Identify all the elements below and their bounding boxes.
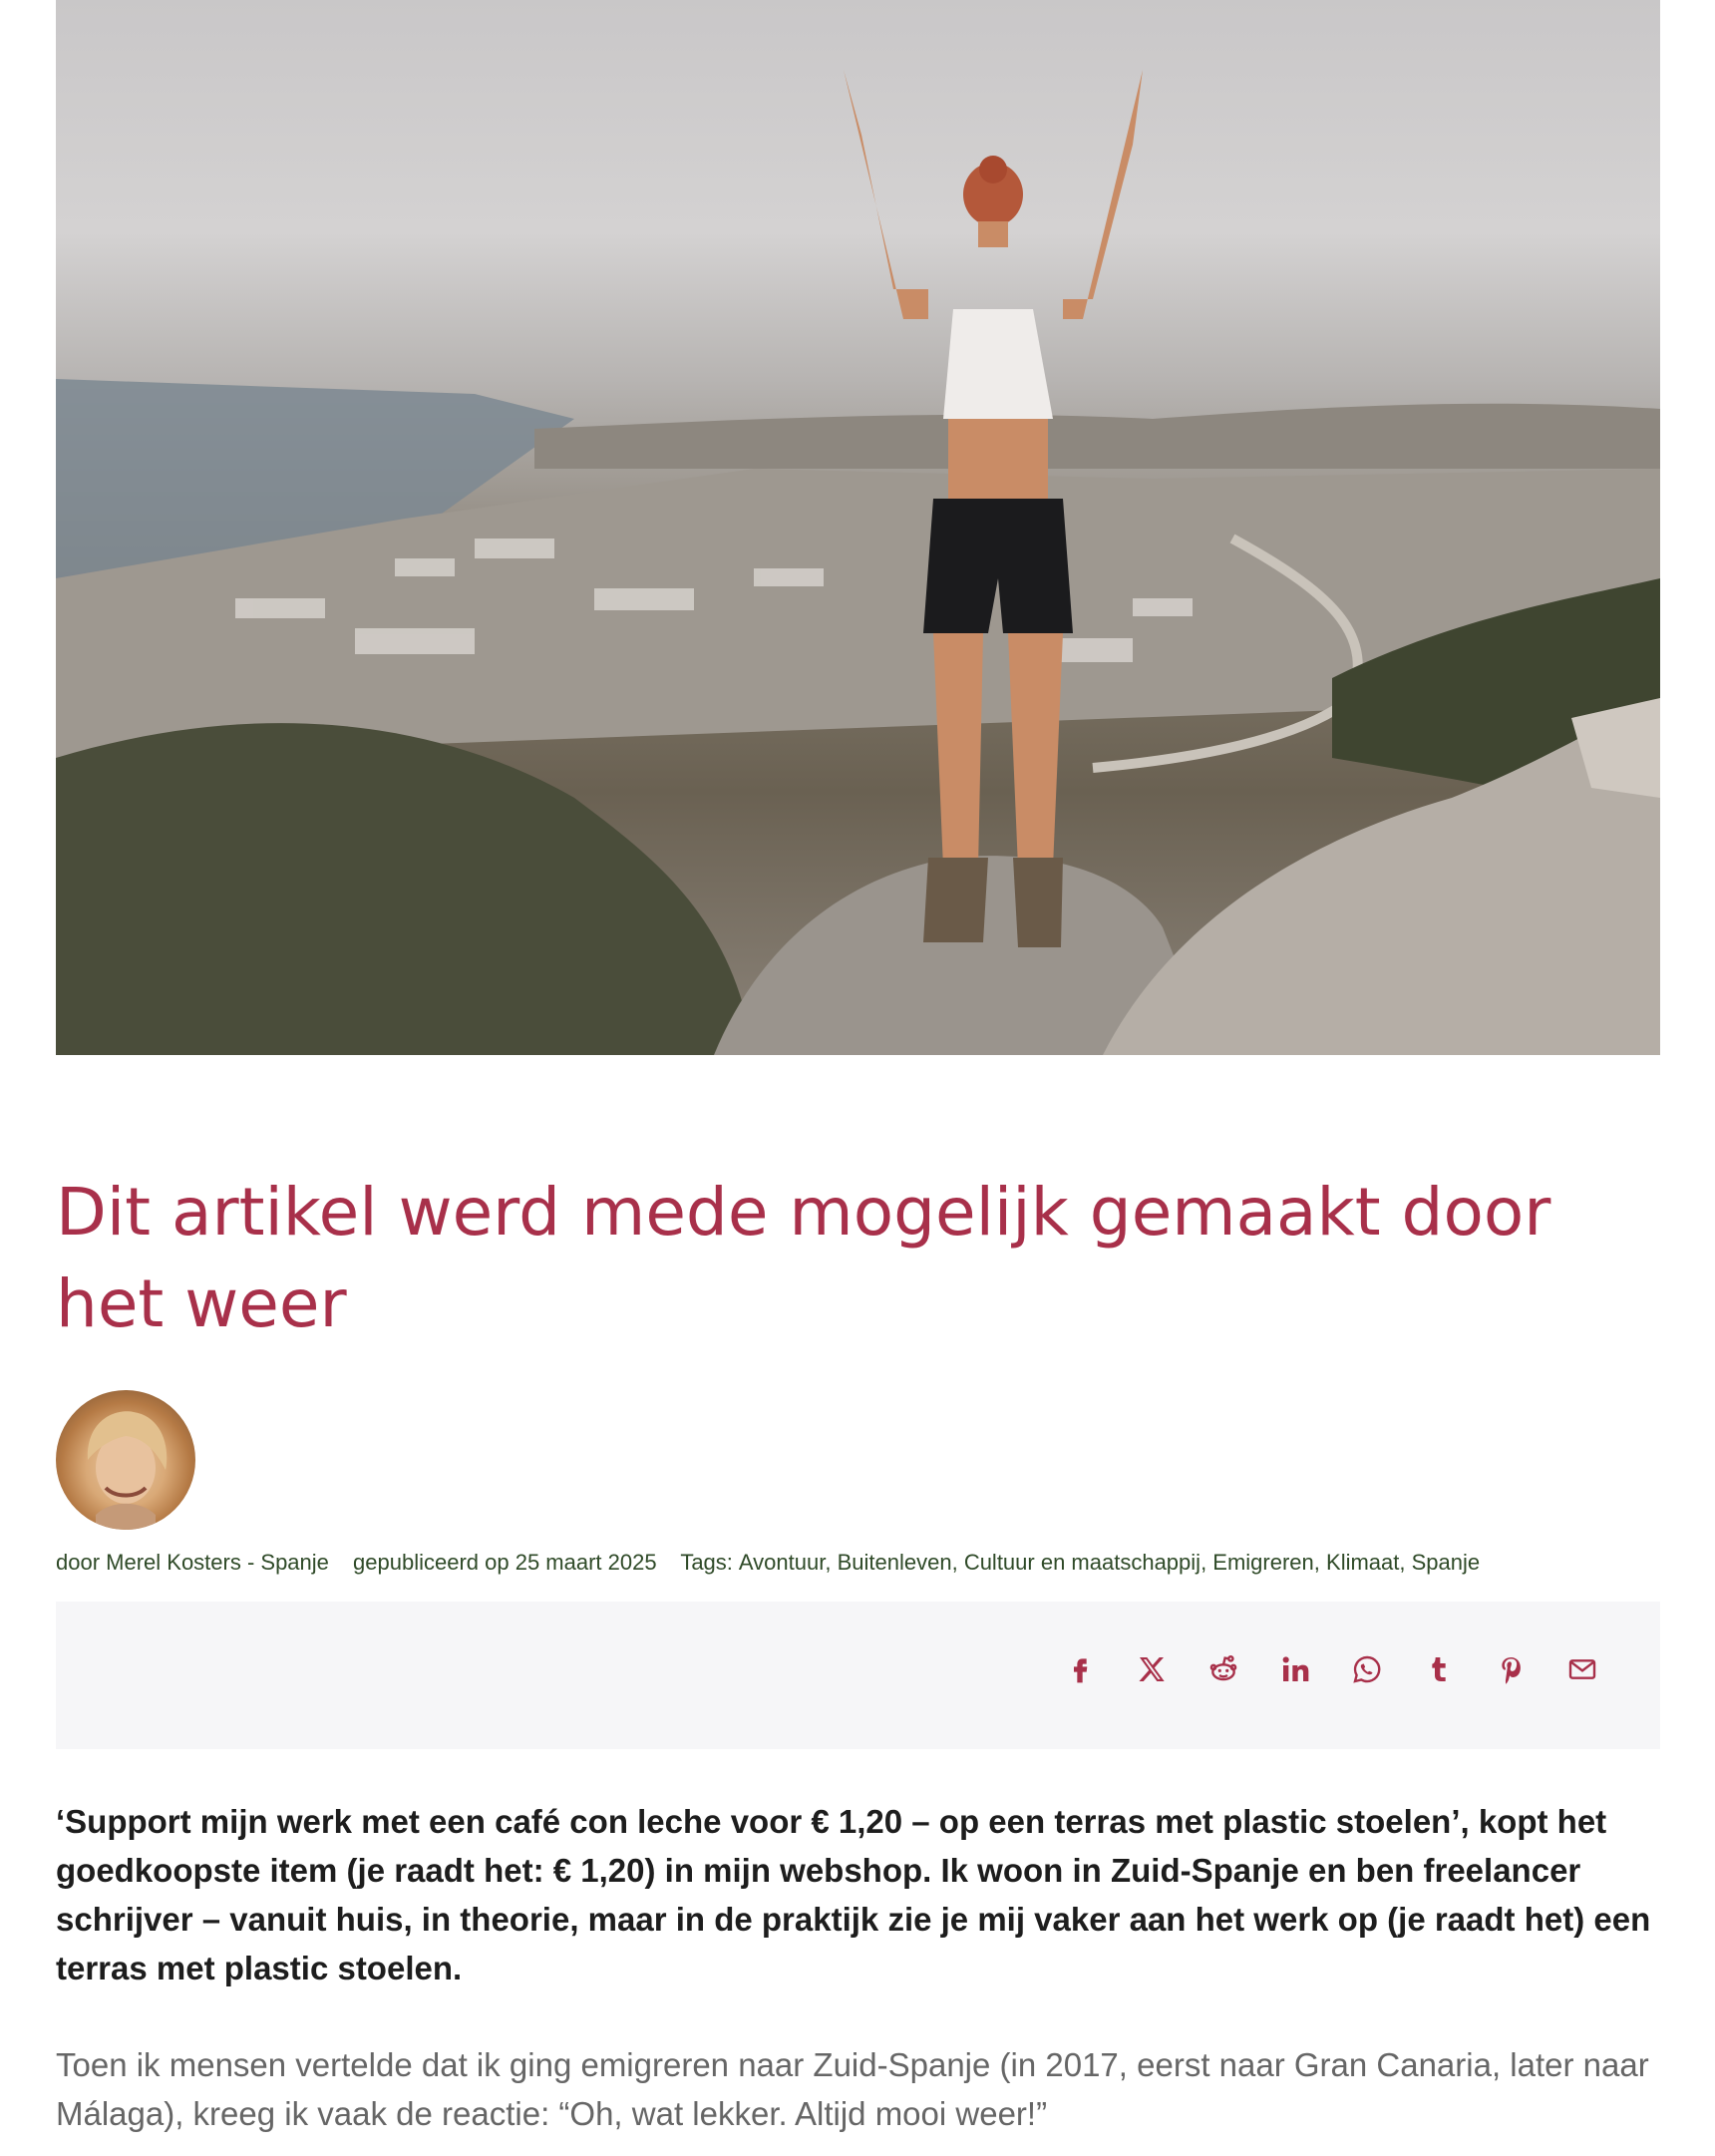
pinterest-icon[interactable] xyxy=(1493,1651,1529,1687)
tag-link[interactable]: Klimaat xyxy=(1326,1550,1400,1575)
hero-photo-illustration xyxy=(56,0,1660,1055)
tag-link[interactable]: Emigreren xyxy=(1212,1550,1314,1575)
hero-image xyxy=(56,0,1660,1055)
article-title: Dit artikel werd mede mogelijk gemaakt door het weer xyxy=(56,1174,1551,1342)
x-icon[interactable] xyxy=(1134,1651,1170,1687)
tags-list: Tags: Avontuur, Buitenleven, Cultuur en maatschappij, Emigreren, Klimaat, Spanje xyxy=(680,1550,1481,1575)
article-lead-paragraph: ‘Support mijn werk met een café con leche voor € 1,20 – op een terras met plastic stoelen’, kopt het goedkoopste item (je raadt het: € 1,20) in mijn webshop. Ik woon in Zuid-Spanje en ben freelancer schrijver – vanuit huis, in theorie, maar in de praktijk zie je mij vaker aan het werk op (je raadt het) een terras met plastic stoelen. xyxy=(56,1803,1651,1986)
linkedin-icon[interactable] xyxy=(1277,1651,1313,1687)
article-meta xyxy=(56,1550,1498,1576)
tumblr-icon[interactable] xyxy=(1421,1651,1457,1687)
share-icons xyxy=(1062,1651,1600,1687)
tags-label: Tags: xyxy=(680,1550,733,1575)
email-icon[interactable] xyxy=(1564,1651,1600,1687)
reddit-icon[interactable] xyxy=(1205,1651,1241,1687)
published-date: gepubliceerd op 25 maart 2025 xyxy=(353,1550,657,1575)
author-link[interactable]: door Merel Kosters - Spanje xyxy=(56,1550,329,1575)
author-avatar-illustration xyxy=(56,1390,195,1530)
article-paragraph: Toen ik mensen vertelde dat ik ging emigreren naar Zuid-Spanje (in 2017, eerst naar Gran Canaria, later naar Málaga), kreeg ik vaak de reactie: “Oh, wat lekker. Altijd mooi weer!” xyxy=(56,2046,1649,2132)
author-avatar[interactable] xyxy=(56,1390,195,1530)
tag-link[interactable]: Spanje xyxy=(1411,1550,1481,1575)
tag-link[interactable]: Buitenleven xyxy=(837,1550,952,1575)
tag-link[interactable]: Cultuur en maatschappij xyxy=(963,1550,1201,1575)
share-bar xyxy=(56,1602,1660,1749)
whatsapp-icon[interactable] xyxy=(1349,1651,1385,1687)
facebook-icon[interactable] xyxy=(1062,1651,1098,1687)
tag-link[interactable]: Avontuur xyxy=(738,1550,826,1575)
